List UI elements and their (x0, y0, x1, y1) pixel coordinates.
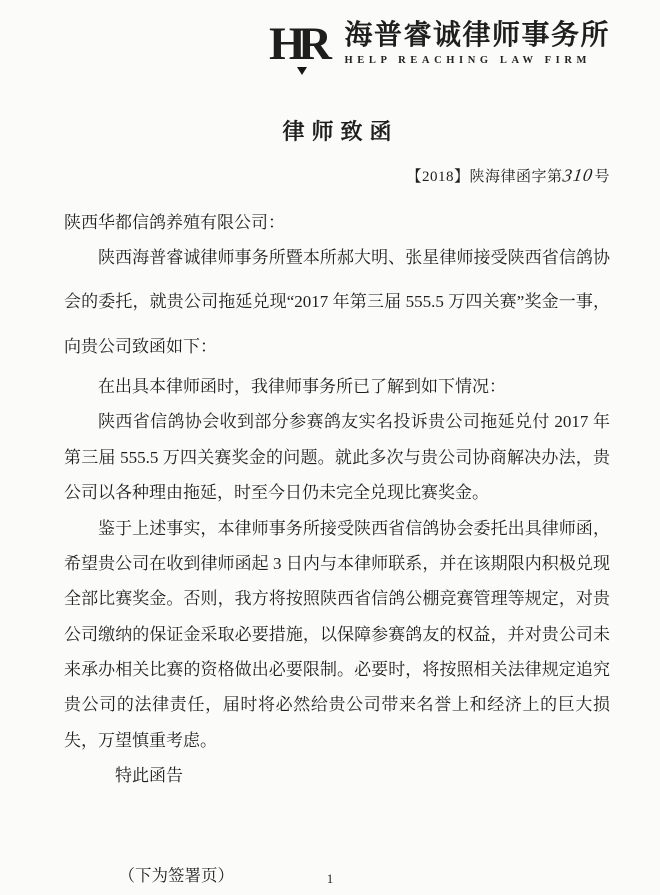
firm-name-chinese: 海普睿诚律师事务所 (344, 20, 610, 51)
firm-name-block (344, 20, 610, 66)
letterhead (64, 20, 610, 68)
closing-line: 特此函告 (115, 766, 183, 786)
addressee-line: 陕西华都信鸽养殖有限公司： (64, 213, 285, 232)
paragraph-commission: 陕西海普睿诚律师事务所暨本所郝大明、张星律师接受陕西省信鸽协会的委托，就贵公司拖延兑现“2017 年第三届 555.5 万四关赛”奖金一事，向贵公司致函如下： (64, 247, 610, 356)
monogram-letters: HR (269, 18, 325, 70)
reference-handwritten-number: 310 (562, 164, 596, 186)
reference-prefix: 【2018】陕海律函字第 (406, 169, 563, 185)
paragraph-demand: 鉴于上述事实，本律师事务所接受陕西省信鸽协会委托出具律师函，希望贵公司在收到律师函起 3 日内与本律师联系，并在该期限内积极兑现全部比赛奖金。否则，我方将按照陕西省信鸽公棚竞赛管理等规定，对贵公司缴纳的保证金采取必要措施，以保障参赛鸽友的权益，并对贵公司未来承办相关比赛的资格做出必要限制。必要时，将按照相关法律规定追究贵公司的法律责任，届时将必然给贵公司带来名誉上和经济上的巨大损失，万望慎重考虑。 (64, 518, 610, 750)
paragraph-complaint-facts: 陕西省信鸽协会收到部分参赛鸽友实名投诉贵公司拖延兑付 2017 年第三届 555.5 万四关赛奖金的问题。就此多次与贵公司协商解决办法，贵公司以各种理由拖延，时至今日仍未完全兑现比赛奖金。 (64, 412, 610, 503)
paragraph-findings-intro: 在出具本律师函时，我律师事务所已了解到如下情况： (98, 377, 506, 397)
firm-name-english: HELP REACHING LAW FIRM (344, 55, 592, 67)
logo-pendant-icon (297, 67, 307, 75)
reference-suffix: 号 (594, 169, 610, 185)
letter-body (64, 236, 610, 794)
letter-title: 律师致函 (282, 119, 399, 144)
signature-page-note: （下为签署页） (118, 866, 234, 886)
reference-number (64, 165, 610, 186)
page-number: 1 (326, 871, 334, 886)
firm-logo-monogram (269, 18, 332, 70)
